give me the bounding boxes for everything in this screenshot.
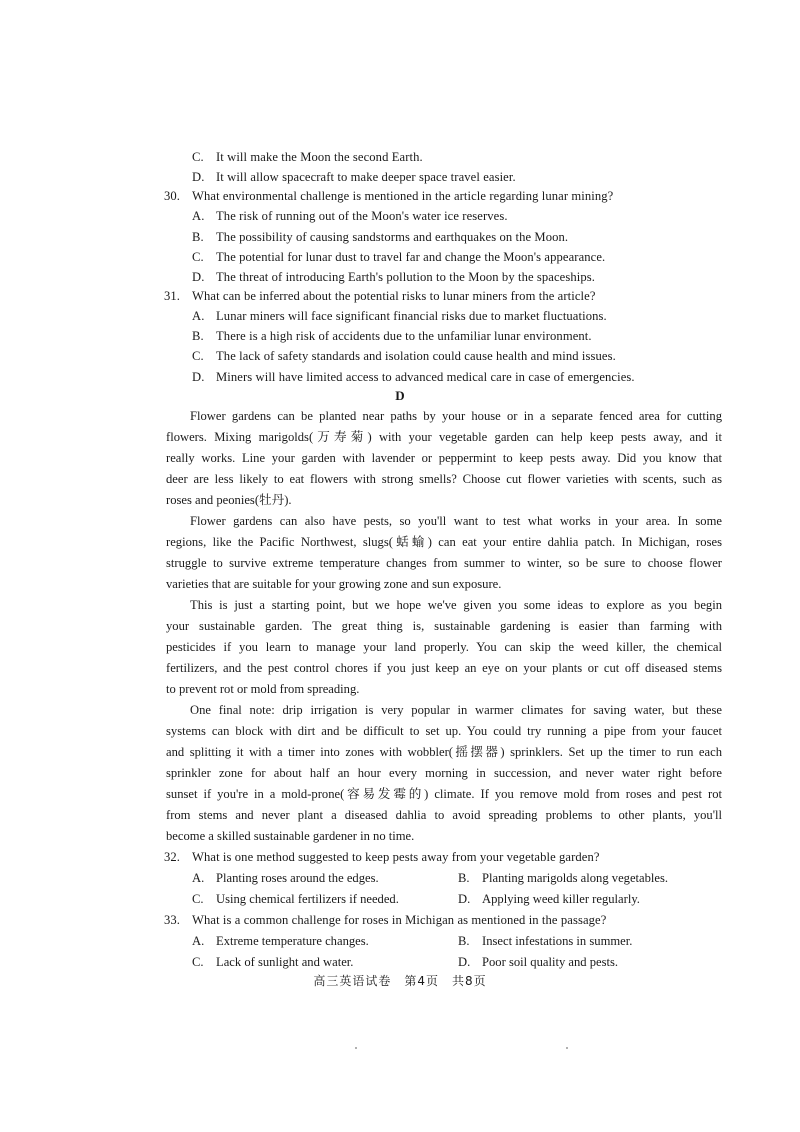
q32-option-d: D. Applying weed killer regularly. <box>458 892 640 906</box>
q33-option-c: C. Lack of sunlight and water. <box>192 955 354 969</box>
q32-option-b: B. Planting marigolds along vegetables. <box>458 871 669 885</box>
paragraph-line: One final note: drip irrigation is very popular in warmer climates for saving water, but these <box>190 703 722 717</box>
paragraph-line: This is just a starting point, but we hope we've given you some ideas to explore as you begin <box>190 598 722 612</box>
q31-stem: 31. What can be inferred about the potential risks to lunar miners from the article? <box>164 289 596 303</box>
q29-option-d: D. It will allow spacecraft to make deeper space travel easier. <box>192 170 516 184</box>
paragraph-line: sunset if you're in a mold-prone(容易发霉的) climate. If you remove mold from roses and pest rot <box>166 787 722 801</box>
paragraph-line: from stems and never plant a diseased dahlia to avoid spreading problems to other plants, you'll <box>166 808 722 822</box>
paragraph-line: to prevent rot or mold from spreading. <box>166 682 360 696</box>
q29-option-c: C. It will make the Moon the second Earth. <box>192 150 423 164</box>
scan-speck <box>355 1047 357 1049</box>
scan-speck <box>566 1047 568 1049</box>
paragraph-line: fertilizers, and the pest control chores if you just keep an eye on your plants or cut off diseased stems <box>166 661 722 675</box>
q31-option-c: C. The lack of safety standards and isolation could cause health and mind issues. <box>192 349 616 363</box>
q32-option-a: A. Planting roses around the edges. <box>192 871 379 885</box>
paragraph-line: really works. Line your garden with lavender or peppermint to keep pests away. Did you know that <box>166 451 722 465</box>
paragraph-line: Flower gardens can also have pests, so you'll want to test what works in your area. In some <box>190 514 722 528</box>
paragraph-line: Flower gardens can be planted near paths by your house or in a separate fenced area for cutting <box>190 409 722 423</box>
q30-option-a: A. The risk of running out of the Moon's water ice reserves. <box>192 209 508 223</box>
q32-option-c: C. Using chemical fertilizers if needed. <box>192 892 399 906</box>
paragraph-line: varieties that are suitable for your growing zone and sun exposure. <box>166 577 502 591</box>
paragraph-line: become a skilled sustainable gardener in no time. <box>166 829 415 843</box>
paragraph-line: roses and peonies(牡丹). <box>166 493 292 507</box>
q31-option-d: D. Miners will have limited access to advanced medical care in case of emergencies. <box>192 370 635 384</box>
paragraph-line: regions, like the Pacific Northwest, slugs(蛞蝓) can eat your entire dahlia patch. In Michigan, roses <box>166 535 722 549</box>
paragraph-line: your sustainable garden. The great thing is, sustainable gardening is easier than farming with <box>166 619 722 633</box>
paragraph-line: struggle to survive extreme temperature changes from summer to winter, so be sure to choose flower <box>166 556 722 570</box>
paragraph-line: pesticides if you learn to manage your land properly. You can skip the weed killer, the chemical <box>166 640 722 654</box>
page-footer: 高三英语试卷 第4页 共8页 <box>313 974 487 988</box>
q33-option-d: D. Poor soil quality and pests. <box>458 955 619 969</box>
q30-option-c: C. The potential for lunar dust to travel far and change the Moon's appearance. <box>192 250 606 264</box>
q33-option-b: B. Insect infestations in summer. <box>458 934 633 948</box>
q30-stem: 30. What environmental challenge is mentioned in the article regarding lunar mining? <box>164 189 614 203</box>
paragraph-line: and splitting it with a timer into zones with wobbler(摇摆器) sprinklers. Set up the timer to run each <box>166 745 722 759</box>
q31-option-b: B. There is a high risk of accidents due to the unfamiliar lunar environment. <box>192 329 592 343</box>
q31-option-a: A. Lunar miners will face significant financial risks due to market fluctuations. <box>192 309 607 323</box>
q32-stem: 32. What is one method suggested to keep pests away from your vegetable garden? <box>164 850 600 864</box>
section-heading: D <box>395 388 405 403</box>
paragraph-line: sprinkler zone for about half an hour every morning in succession, and never water right before <box>166 766 722 780</box>
paragraph-line: systems can block with dirt and be difficult to set up. You could try running a pipe from your faucet <box>166 724 722 738</box>
paragraph-line: deer are less likely to eat flowers with strong smells? Choose cut flower varieties with scents, such as <box>166 472 722 486</box>
q33-stem: 33. What is a common challenge for roses in Michigan as mentioned in the passage? <box>164 913 607 927</box>
q33-option-a: A. Extreme temperature changes. <box>192 934 369 948</box>
paragraph-line: flowers. Mixing marigolds(万寿菊) with your vegetable garden can help keep pests away, and it <box>166 430 722 444</box>
q30-option-d: D. The threat of introducing Earth's pollution to the Moon by the spaceships. <box>192 270 596 284</box>
q30-option-b: B. The possibility of causing sandstorms and earthquakes on the Moon. <box>192 230 569 244</box>
